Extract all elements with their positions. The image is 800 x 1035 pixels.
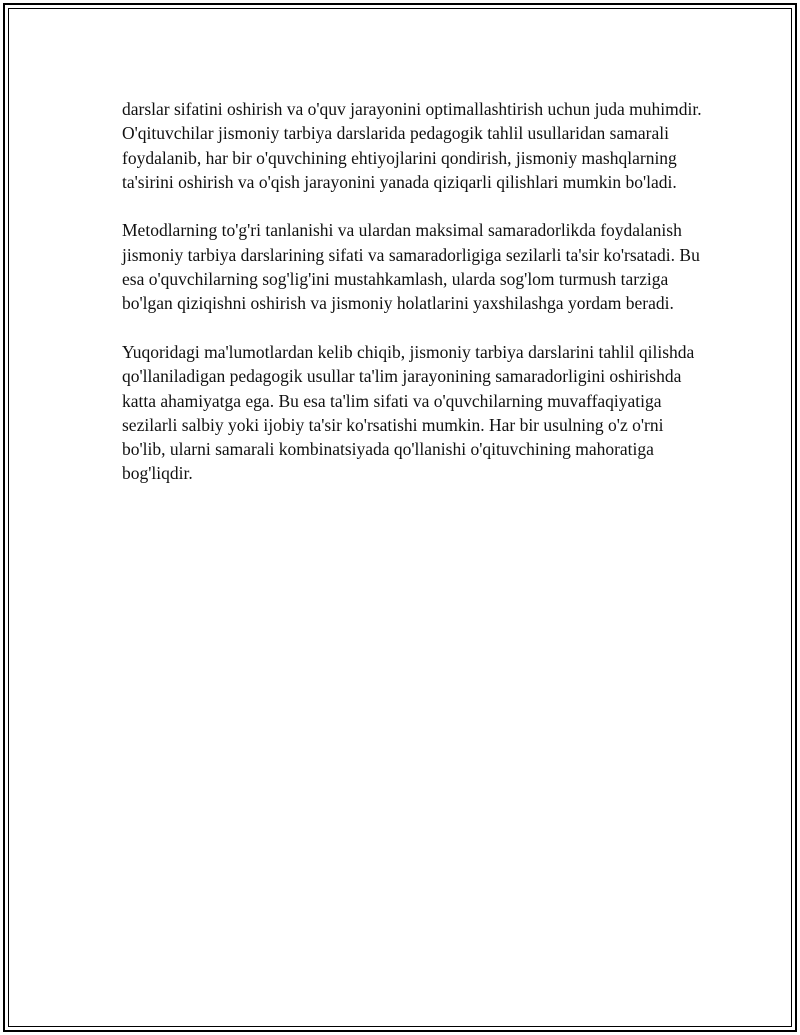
paragraph: darslar sifatini oshirish va o'quv jarayonini optimallashtirish uchun juda muhimdir. O'qituvchilar jismoniy tarbiya darslarida pedagogik tahlil usullaridan samarali foydalanib, har bir o'quvchining ehtiyojlarini qondirish, jismoniy mashqlarning ta'sirini oshirish va o'qish jarayonini yanada qiziqarli qilishlari mumkin bo'ladi.: [122, 99, 702, 192]
paragraph: Metodlarning to'g'ri tanlanishi va ulardan maksimal samaradorlikda foydalanish jismoniy tarbiya darslarining sifati va samaradorligiga sezilarli ta'sir ko'rsatadi. Bu esa o'quvchilarning sog'lig'ini mustahkamlash, ularda sog'lom turmush tarziga bo'lgan qiziqishni oshirish va jismoniy holatlarini yaxshilashga yordam beradi.: [122, 220, 700, 314]
document-body: [122, 97, 702, 510]
paragraph: Yuqoridagi ma'lumotlardan kelib chiqib, jismoniy tarbiya darslarini tahlil qilishda qo'llaniladigan pedagogik usullar ta'lim jarayonining samaradorligini oshirishda katta ahamiyatga ega. Bu esa ta'lim sifati va o'quvchilarning muvaffaqiyatiga sezilarli salbiy yoki ijobiy ta'sir ko'rsatishi mumkin. Har bir usulning o'z o'rni bo'lib, ularni samarali kombinatsiyada qo'llanishi o'qituvchining mahoratiga bog'liqdir.: [122, 341, 695, 484]
page-frame: [3, 3, 797, 1032]
